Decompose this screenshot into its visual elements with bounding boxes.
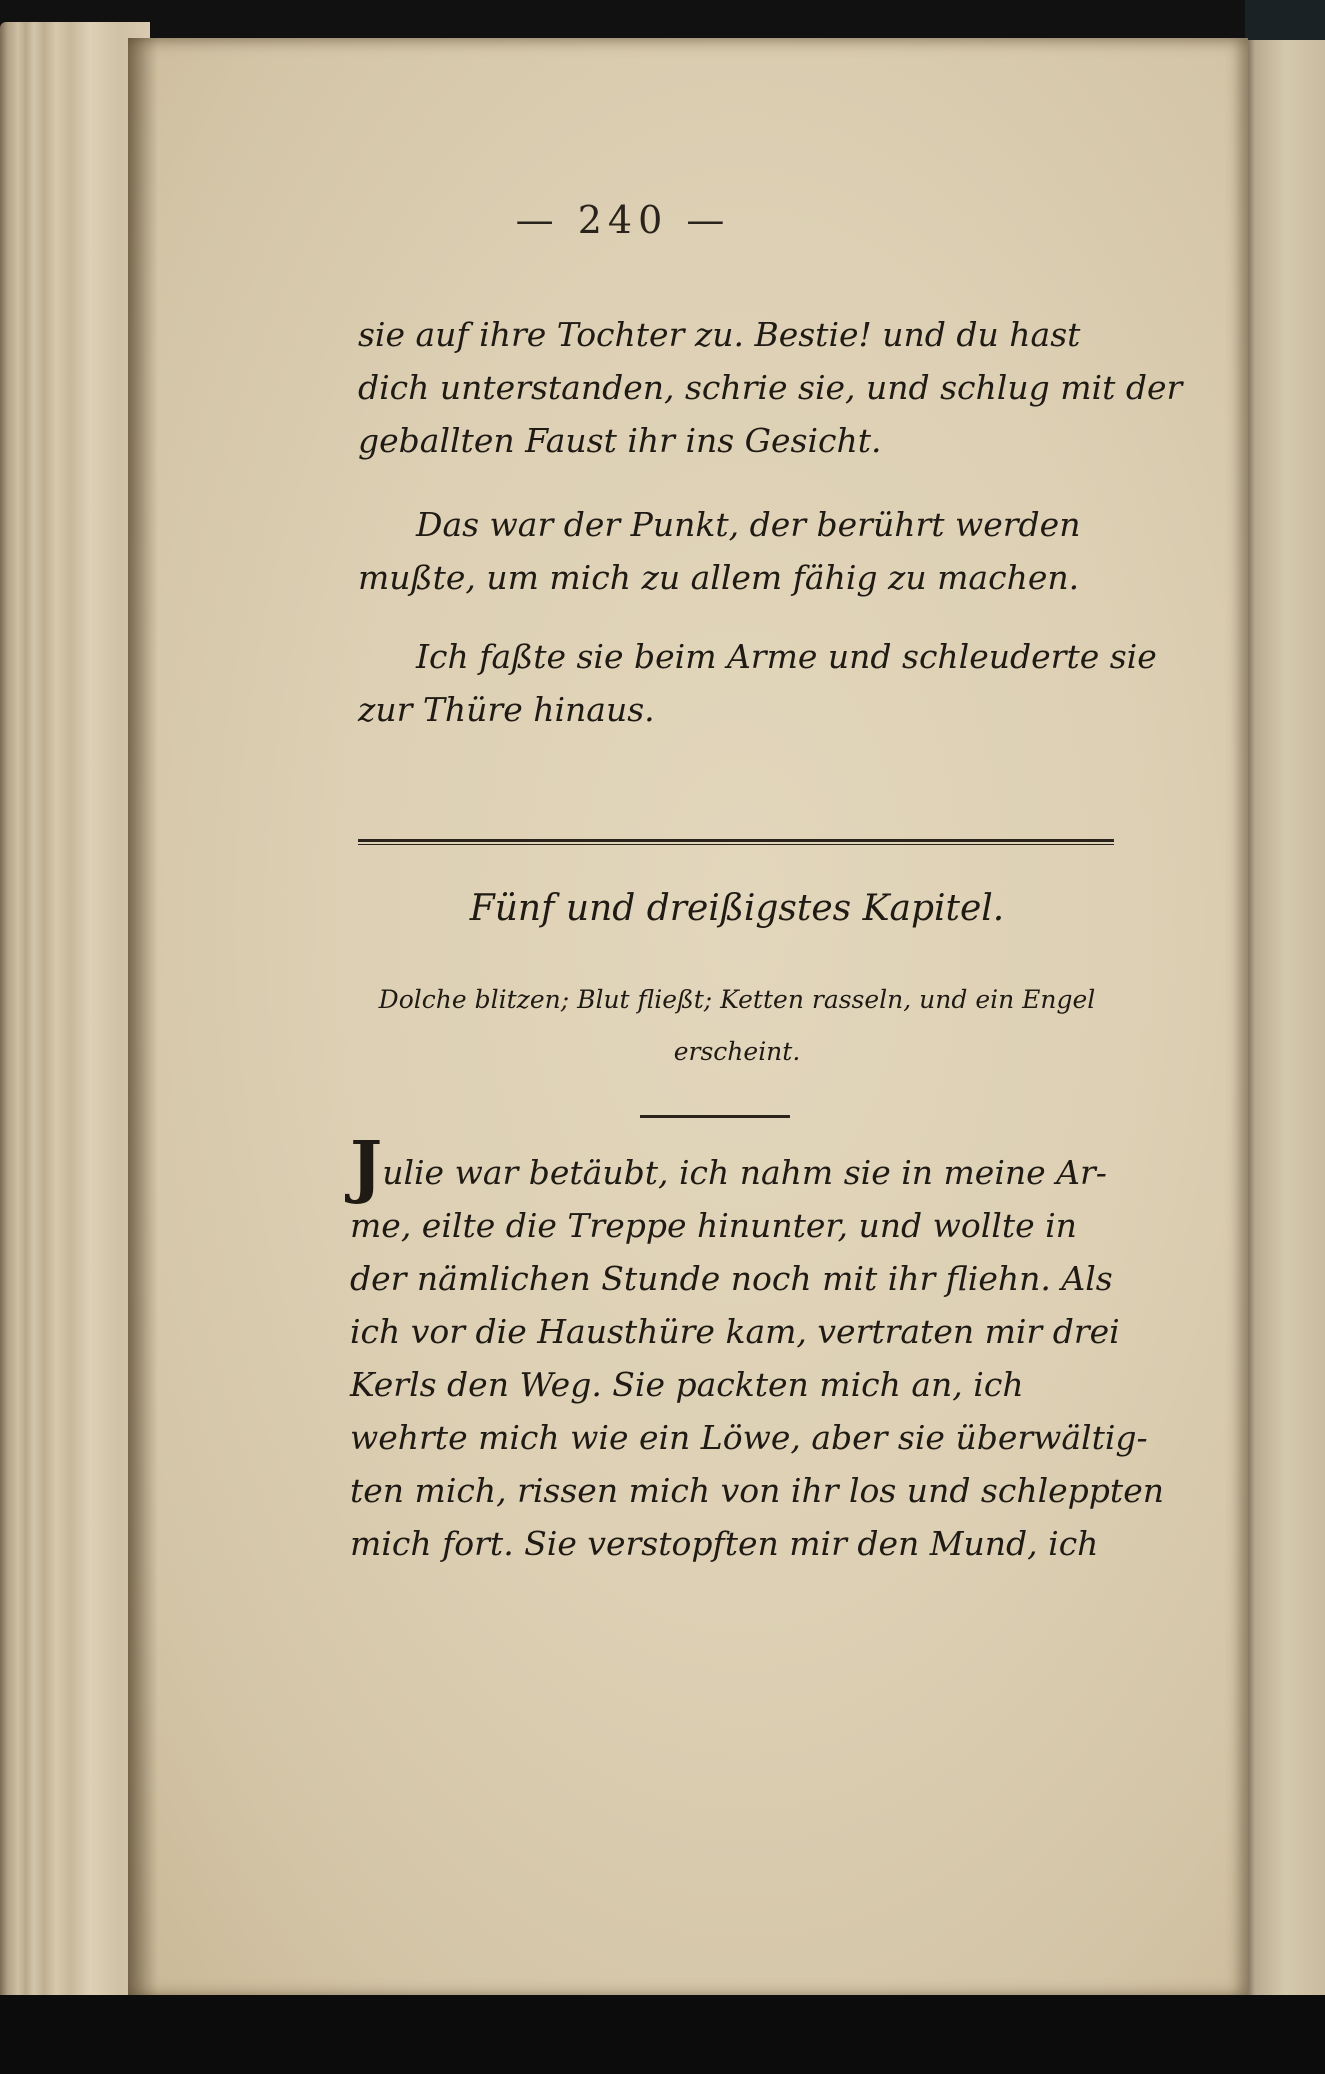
summary-line: Dolche blitzen; Blut fließt; Ketten rasseln, und ein Engel [378, 985, 1096, 1014]
paragraph-line: mußte, um mich zu allem fähig zu machen. [358, 558, 1080, 597]
gutter-shadow [128, 38, 158, 1998]
paragraph-line: mich fort. Sie verstopften mir den Mund, ich [350, 1524, 1099, 1563]
paragraph-line: me, eilte die Treppe hinunter, und wollte in [350, 1206, 1077, 1245]
paragraph-line: ulie war betäubt, ich nahm sie in meine Ar- [382, 1153, 1107, 1192]
chapter-heading: Fünf und dreißigstes Kapitel. [469, 888, 1005, 929]
paragraph-1 [358, 308, 1183, 467]
paragraph-line: ten mich, rissen mich von ihr los und schleppten [350, 1471, 1164, 1510]
facing-page-edge [1245, 40, 1325, 2000]
paragraph-line: sie auf ihre Tochter zu. Bestie! und du hast [358, 315, 1081, 354]
paragraph-3 [358, 630, 1157, 736]
paragraph-line: wehrte mich wie ein Löwe, aber sie überwältig- [350, 1418, 1148, 1457]
paragraph-line: zur Thüre hinaus. [358, 690, 655, 729]
paragraph-line: Kerls den Weg. Sie packten mich an, ich [350, 1365, 1024, 1404]
chapter-ornament-rule [640, 1115, 790, 1118]
drop-cap: J [350, 1127, 383, 1207]
bottom-background [0, 1995, 1325, 2074]
paragraph-2 [358, 498, 1116, 604]
chapter-first-paragraph [350, 1127, 1164, 1570]
book-page [128, 38, 1248, 1998]
paragraph-line: der nämlichen Stunde noch mit ihr fliehn. Als [350, 1259, 1113, 1298]
paragraph-line: ich vor die Hausthüre kam, vertraten mir drei [350, 1312, 1120, 1351]
paragraph-line: geballten Faust ihr ins Gesicht. [358, 421, 882, 460]
paragraph-line: dich unterstanden, schrie sie, und schlug mit der [358, 368, 1183, 407]
background-corner [1245, 0, 1325, 40]
page-number: — 240 — [515, 198, 731, 242]
chapter-summary [358, 974, 1116, 1078]
paragraph-line: Das war der Punkt, der berührt werden [416, 505, 1081, 544]
section-divider-rule [358, 839, 1114, 845]
summary-line: erscheint. [673, 1037, 801, 1066]
paragraph-line: Ich faßte sie beim Arme und schleuderte sie [416, 637, 1157, 676]
